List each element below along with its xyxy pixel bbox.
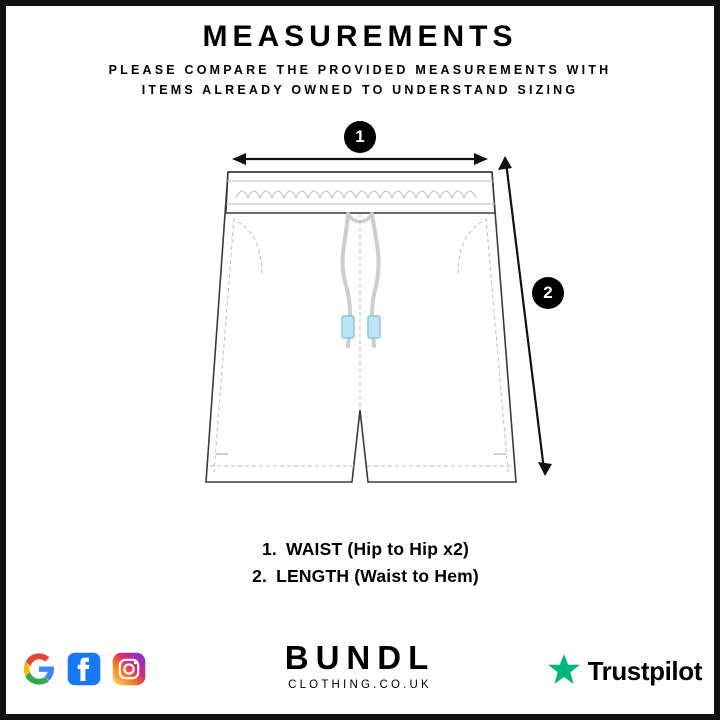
legend-number-2: 2. xyxy=(252,566,268,586)
badge-length: 2 xyxy=(532,277,564,309)
legend-item-waist xyxy=(0,536,720,563)
legend-item-length xyxy=(0,563,720,590)
legend xyxy=(0,536,720,590)
legend-label-1: WAIST (Hip to Hip x2) xyxy=(285,539,470,559)
header-subtitle-line-1: PLEASE COMPARE THE PROVIDED MEASUREMENTS WITH xyxy=(108,63,612,77)
header xyxy=(0,20,720,100)
brand-website: CLOTHING.CO.UK xyxy=(288,679,432,691)
length-arrow-head-top xyxy=(498,156,512,170)
shorts-technical-drawing xyxy=(110,110,610,530)
legend-number-1: 1. xyxy=(261,539,277,559)
trustpilot-badge[interactable] xyxy=(547,652,702,691)
brand-name: BUNDL xyxy=(284,639,436,676)
trustpilot-star-icon xyxy=(547,652,581,691)
page-title: MEASUREMENTS xyxy=(202,20,518,53)
legend-label-2: LENGTH (Waist to Hem) xyxy=(276,566,479,586)
footer xyxy=(0,628,720,708)
waist-arrow-head-left xyxy=(232,153,246,165)
shorts-diagram xyxy=(110,110,610,530)
shorts-outline xyxy=(206,172,516,482)
length-arrow-head-bottom xyxy=(538,462,552,476)
waist-arrow-head-right xyxy=(474,153,488,165)
badge-waist: 1 xyxy=(344,121,376,153)
header-subtitle-line-2: ITEMS ALREADY OWNED TO UNDERSTAND SIZING xyxy=(141,83,579,97)
trustpilot-label: Trustpilot xyxy=(587,656,702,686)
